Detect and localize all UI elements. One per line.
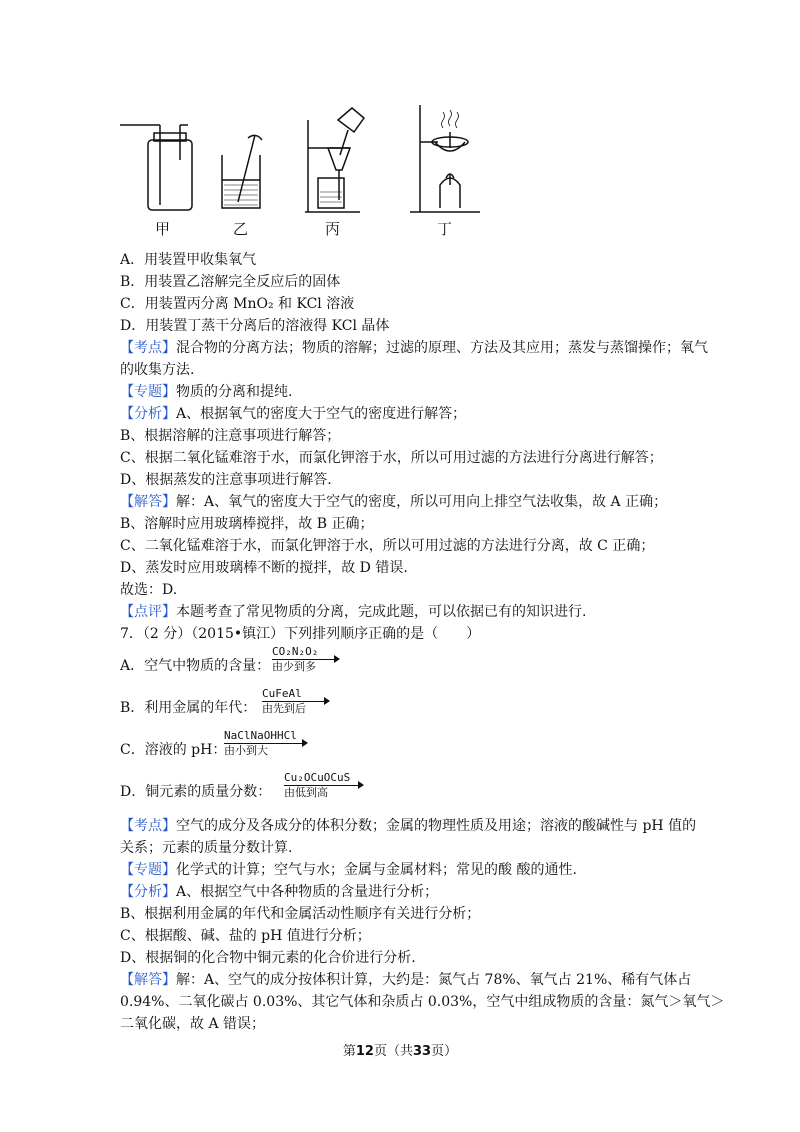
arrow-top-label: Cu₂OCuOCuS [284, 771, 351, 784]
q7-option-a: A．空气中物质的含量： [120, 658, 271, 674]
q6-jieda-line: C、二氧化锰难溶于水，而氯化钾溶于水，所以可用过滤的方法进行分离，故 C 正确； [120, 538, 655, 554]
q7-option-c-arrow [224, 730, 304, 757]
figure-label-yi: 乙 [233, 220, 249, 238]
q6-option-d: D．用装置丁蒸干分离后的溶液得 KCl 晶体 [120, 318, 390, 334]
arrow-top-label: NaClNaOHHCl [224, 729, 297, 742]
q7-option-a-arrow [272, 646, 336, 673]
q7-option-b: B．利用金属的年代： [120, 700, 257, 716]
q6-fenxi [120, 404, 466, 424]
figure-label-bing: 丙 [325, 220, 341, 238]
q7-kaodian-text: 空气的成分及各成分的体积分数；金属的物理性质及用途；溶液的酸碱性与 pH 值的 [176, 818, 697, 834]
footer-suffix: 页） [431, 1044, 458, 1059]
q7-option-b-arrow [262, 688, 326, 715]
q7-fenxi-line: C、根据酸、碱、盐的 pH 值进行分析； [120, 928, 371, 944]
q7-jieda [120, 970, 691, 990]
q6-option-a: A．用装置甲收集氧气 [120, 252, 257, 268]
q7-kaodian-tag: 【考点】 [120, 818, 176, 834]
figure-label-ding: 丁 [437, 220, 453, 238]
q6-zhuanti [120, 382, 292, 402]
footer-page-number: 12 [355, 1044, 374, 1059]
q6-fenxi-line: A、根据氧气的密度大于空气的密度进行解答； [176, 406, 467, 422]
q6-fenxi-line: D、根据蒸发的注意事项进行解答. [120, 472, 332, 488]
apparatus-jia-bottle [120, 125, 192, 210]
apparatus-bing-filter [305, 108, 364, 212]
q6-kaodian-text: 混合物的分离方法；物质的溶解；过滤的原理、方法及其应用；蒸发与蒸馏操作；氧气 [176, 340, 708, 356]
arrow-line [224, 743, 304, 744]
apparatus-ding-evaporate [410, 105, 480, 212]
q7-jieda-line: 二氧化碳，故 A 错误； [120, 1016, 266, 1032]
arrow-top-label: CO₂N₂O₂ [272, 645, 319, 658]
arrow-line [284, 785, 360, 786]
page-footer [0, 1040, 800, 1059]
arrow-bottom-label: 由少到多 [272, 660, 316, 673]
q6-fenxi-line: C、根据二氧化锰难溶于水，而氯化钾溶于水，所以可用过滤的方法进行分离进行解答； [120, 450, 663, 466]
q6-kaodian-cont: 的收集方法. [120, 362, 195, 378]
q6-kaodian [120, 338, 708, 358]
q6-dianping-tag: 【点评】 [120, 604, 176, 620]
arrow-bottom-label: 由小到大 [224, 744, 268, 757]
q7-option-d: D．铜元素的质量分数： [120, 784, 272, 800]
q6-jieda [120, 492, 667, 512]
footer-mid: 页（共 [373, 1044, 413, 1059]
q6-jieda-tag: 【解答】 [120, 494, 176, 510]
footer-total-pages: 33 [413, 1044, 432, 1059]
q6-jieda-line: 解：A、氧气的密度大于空气的密度，所以可用向上排空气法收集，故 A 正确； [176, 494, 668, 510]
q7-jieda-line: 解：A、空气的成分按体积计算，大约是：氮气占 78%、氧气占 21%、稀有气体占 [176, 972, 692, 988]
q6-dianping [120, 602, 586, 622]
q7-jieda-tag: 【解答】 [120, 972, 176, 988]
q7-option-c: C．溶液的 pH： [120, 742, 227, 758]
q7-zhuanti-tag: 【专题】 [120, 862, 176, 878]
q6-kaodian-tag: 【考点】 [120, 340, 176, 356]
q6-option-c: C．用装置丙分离 MnO₂ 和 KCl 溶液 [120, 296, 355, 312]
arrow-bottom-label: 由低到高 [284, 786, 328, 799]
q6-jieda-line: B、溶解时应用玻璃棒搅拌，故 B 正确； [120, 516, 374, 532]
q6-option-b: B．用装置乙溶解完全反应后的固体 [120, 274, 341, 290]
arrow-line [272, 659, 336, 660]
q6-jieda-line: D、蒸发时应用玻璃棒不断的搅拌，故 D 错误. [120, 560, 408, 576]
footer-prefix: 第 [342, 1044, 356, 1059]
q6-fenxi-tag: 【分析】 [120, 406, 176, 422]
q7-zhuanti-text: 化学式的计算；空气与水；金属与金属材料；常见的酸 酸的通性. [176, 862, 577, 878]
arrow-line [262, 701, 326, 702]
apparatus-yi-beaker [222, 135, 262, 208]
q7-fenxi [120, 882, 438, 902]
q7-kaodian [120, 816, 696, 836]
q6-zhuanti-text: 物质的分离和提纯. [176, 384, 293, 400]
q6-answer: 故选：D. [120, 582, 178, 598]
figure-label-jia: 甲 [155, 220, 171, 238]
q7-fenxi-tag: 【分析】 [120, 884, 176, 900]
q6-zhuanti-tag: 【专题】 [120, 384, 176, 400]
q7-stem: 7．（2 分）（2015•镇江）下列排列顺序正确的是（ ） [120, 626, 481, 642]
q6-dianping-text: 本题考查了常见物质的分离，完成此题，可以依据已有的知识进行. [176, 604, 587, 620]
q7-jieda-line: 0.94%、二氧化碳占 0.03%、其它气体和杂质占 0.03%，空气中组成物质的含量：氮气＞氧气＞ [120, 994, 725, 1010]
q7-kaodian-cont: 关系；元素的质量分数计算. [120, 840, 293, 856]
q6-fenxi-line: B、根据溶解的注意事项进行解答； [120, 428, 341, 444]
q7-option-d-arrow [284, 772, 360, 799]
arrow-top-label: CuFeAl [262, 687, 302, 700]
q7-fenxi-line: D、根据铜的化合物中铜元素的化合价进行分析. [120, 950, 416, 966]
q7-fenxi-line: B、根据利用金属的年代和金属活动性顺序有关进行分析； [120, 906, 481, 922]
q7-fenxi-line: A、根据空气中各种物质的含量进行分析； [176, 884, 439, 900]
arrow-bottom-label: 由先到后 [262, 702, 306, 715]
q7-zhuanti [120, 860, 577, 880]
